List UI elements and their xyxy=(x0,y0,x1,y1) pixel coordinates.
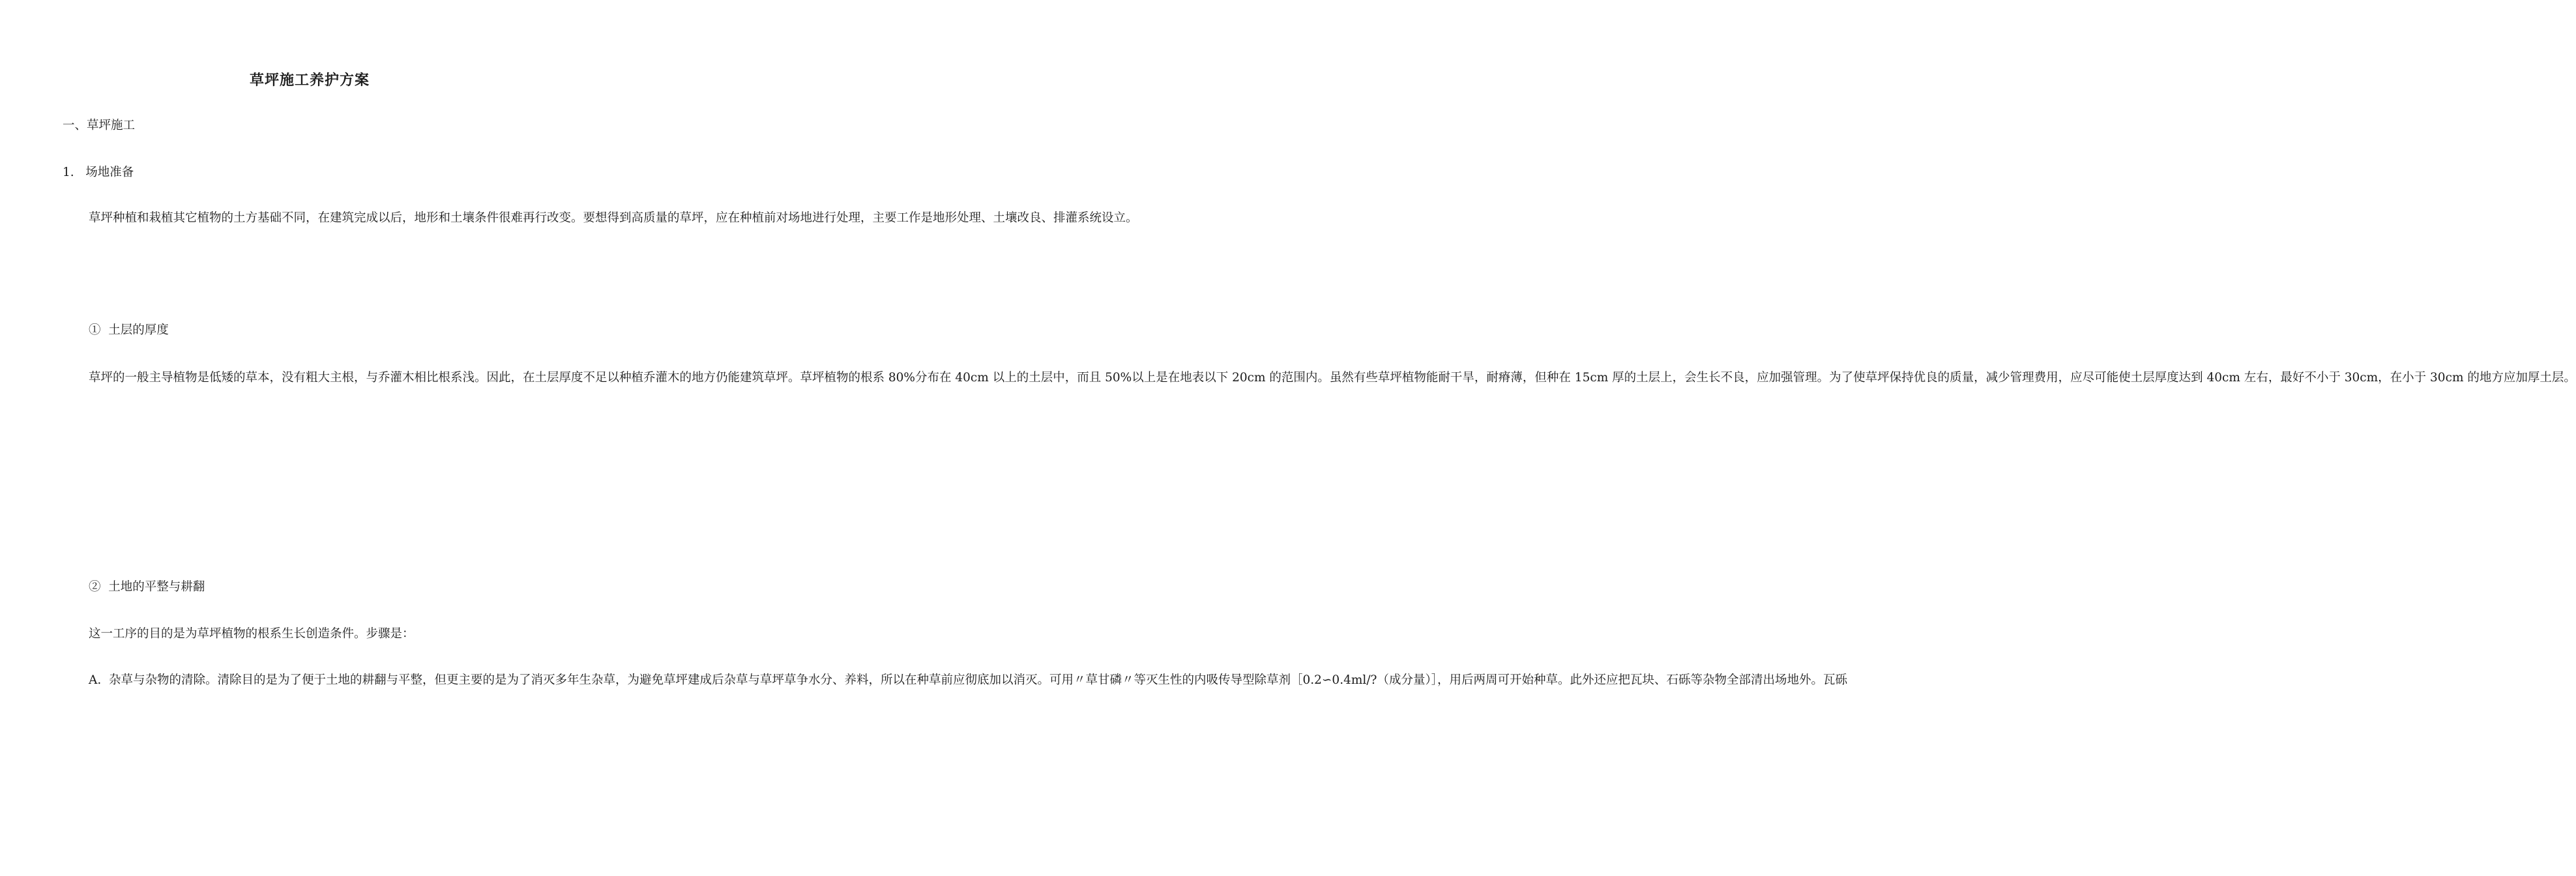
paragraph-site-prep: 草坪种植和栽植其它植物的土方基础不同，在建筑完成以后，地形和土壤条件很难再行改变。要想得到高质量的草坪，应在种植前对场地进行处理，主要工作是地形处理、土壤改良、排灌系统设立。 xyxy=(89,211,1138,225)
section-heading-1: 一、草坪施工 xyxy=(63,119,136,132)
document-title: 草坪施工养护方案 xyxy=(249,72,370,89)
paragraph-weed-removal: A. 杂草与杂物的清除。清除目的是为了便于土地的耕翻与平整，但更主要的是为了消灭多年生杂草，为避免草坪建成后杂草与草坪草争水分、养料，所以在种草前应彻底加以消灭。可用〃草甘磷〃等灭生性的内吸传导型除草剂［0.2∽0.4ml/?（成分量）］，用后两周可开始种草。此外还应把瓦块、石砾等杂物全部清出场地外。瓦砾 xyxy=(89,673,1847,687)
paragraph-leveling-intro: 这一工序的目的是为草坪植物的根系生长创造条件。步骤是： xyxy=(89,627,415,641)
item-heading-leveling: ② 土地的平整与耕翻 xyxy=(89,580,205,594)
subsection-heading-1: 1. 场地准备 xyxy=(63,166,134,179)
paragraph-soil-thickness: 草坪的一般主导植物是低矮的草本，没有粗大主根，与乔灌木相比根系浅。因此，在土层厚度不足以种植乔灌木的地方仍能建筑草坪。草坪植物的根系 80%分布在 40cm 以上的土层中，而且 50%以上是在地表以下 20cm 的范围内。虽然有些草坪植物能耐干旱，耐瘠薄，但种在 15cm 厚的土层上，会生长不良，应加强管理。为了使草坪保持优良的质量，减少管理费用，应尽可能使土层厚度达到 40cm 左右，最好不小于 30cm，在小于 30cm 的地方应加厚土层。 xyxy=(89,371,2576,385)
item-heading-soil-thickness: ① 土层的厚度 xyxy=(89,323,169,337)
